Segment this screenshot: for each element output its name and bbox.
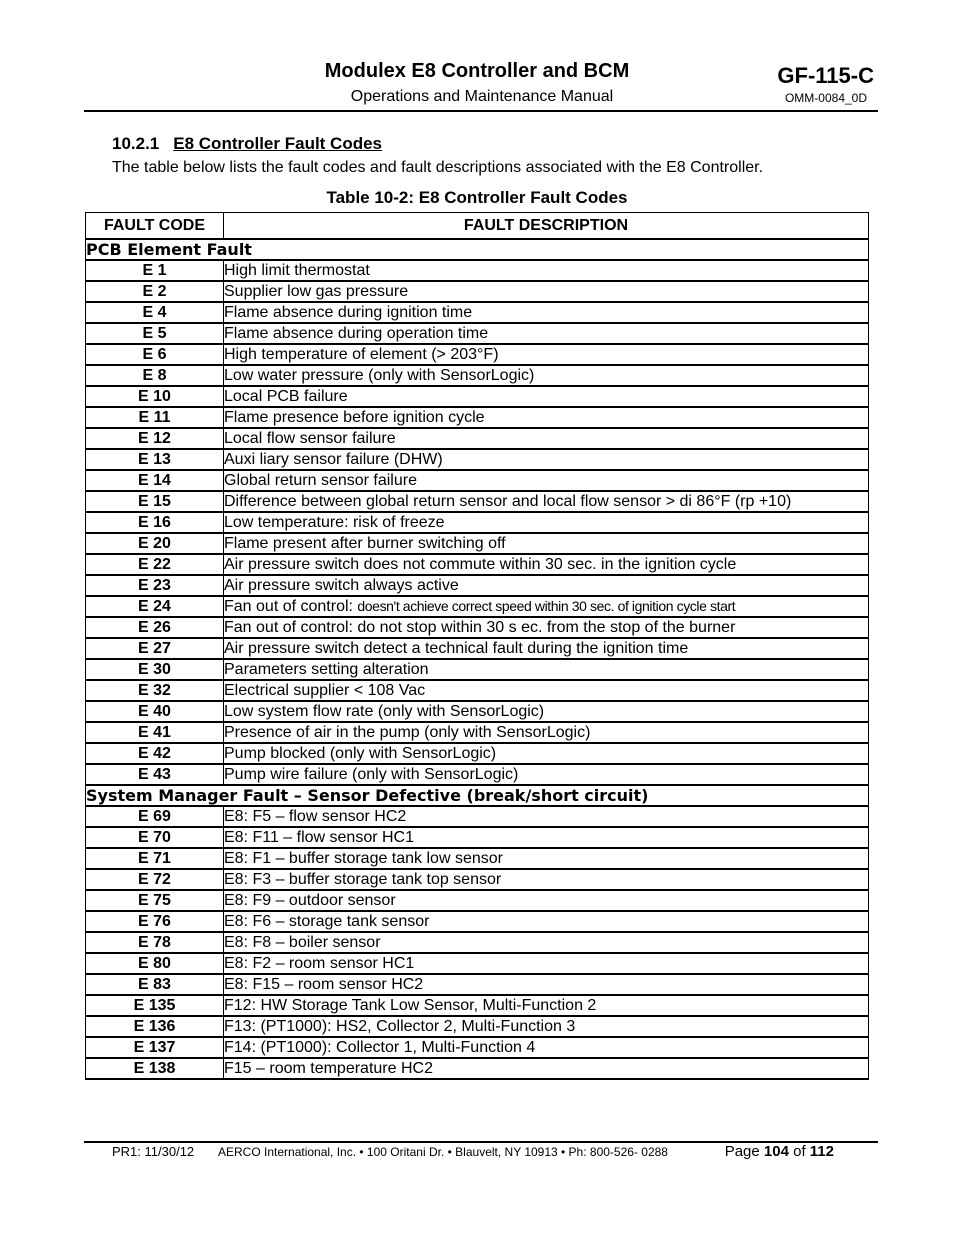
table-row — [86, 764, 869, 785]
footer-address: AERCO International, Inc. • 100 Oritani Dr. • Blauvelt, NY 10913 • Ph: 800-526- 0288 — [218, 1145, 668, 1159]
fault-description-cell: Pump blocked (only with SensorLogic) — [224, 743, 869, 764]
page-of-label: of — [793, 1143, 806, 1160]
table-row — [86, 449, 869, 470]
table-row — [86, 932, 869, 953]
fault-description-cell: E8: F2 – room sensor HC1 — [224, 953, 869, 974]
fault-code-cell: E 83 — [86, 974, 224, 995]
page-current: 104 — [763, 1143, 789, 1160]
column-header-fault-code: FAULT CODE — [86, 213, 224, 240]
fault-code-cell: E 16 — [86, 512, 224, 533]
table-row — [86, 974, 869, 995]
fault-code-cell: E 71 — [86, 848, 224, 869]
fault-code-cell: E 22 — [86, 554, 224, 575]
fault-code-table — [85, 212, 869, 1080]
table-row — [86, 323, 869, 344]
table-group-row — [86, 239, 869, 260]
fault-description-cell: Low water pressure (only with SensorLogic) — [224, 365, 869, 386]
fault-description-cell: F13: (PT1000): HS2, Collector 2, Multi-Function 3 — [224, 1016, 869, 1037]
document-code: GF-115-C — [777, 63, 874, 88]
fault-code-cell: E 30 — [86, 659, 224, 680]
section-heading — [112, 134, 382, 154]
fault-code-cell: E 23 — [86, 575, 224, 596]
table-caption: Table 10-2: E8 Controller Fault Codes — [326, 188, 628, 207]
table-row — [86, 659, 869, 680]
fault-code-cell: E 20 — [86, 533, 224, 554]
table-row — [86, 848, 869, 869]
document-number: OMM-0084_0D — [784, 91, 867, 105]
fault-description-cell: High temperature of element (> 203°F) — [224, 344, 869, 365]
fault-code-cell: E 14 — [86, 470, 224, 491]
table-row — [86, 953, 869, 974]
fault-description-cell: High limit thermostat — [224, 260, 869, 281]
fault-description-cell: E8: F6 – storage tank sensor — [224, 911, 869, 932]
fault-description-cell: Fan out of control: do not stop within 30 s ec. from the stop of the burner — [224, 617, 869, 638]
table-row — [86, 260, 869, 281]
section-number: 10.2.1 — [112, 134, 160, 153]
page-label: Page — [724, 1143, 760, 1160]
fault-description-cell: Flame present after burner switching off — [224, 533, 869, 554]
table-header-row — [86, 213, 869, 240]
table-row — [86, 890, 869, 911]
fault-description-cell: E8: F8 – boiler sensor — [224, 932, 869, 953]
table-row — [86, 995, 869, 1016]
fault-code-cell: E 72 — [86, 869, 224, 890]
fault-code-cell: E 8 — [86, 365, 224, 386]
fault-description-cell: Supplier low gas pressure — [224, 281, 869, 302]
table-row — [86, 596, 869, 617]
fault-code-cell: E 69 — [86, 806, 224, 827]
table-row — [86, 638, 869, 659]
table-row — [86, 827, 869, 848]
fault-code-cell: E 24 — [86, 596, 224, 617]
table-row — [86, 911, 869, 932]
fault-code-cell: E 80 — [86, 953, 224, 974]
table-row — [86, 302, 869, 323]
fault-code-cell: E 1 — [86, 260, 224, 281]
fault-code-cell: E 75 — [86, 890, 224, 911]
fault-code-cell: E 10 — [86, 386, 224, 407]
group-title: System Manager Fault – Sensor Defective (break/short circuit) — [86, 785, 869, 806]
table-row — [86, 344, 869, 365]
header-divider — [84, 110, 878, 112]
fault-description-cell: E8: F11 – flow sensor HC1 — [224, 827, 869, 848]
fault-code-cell: E 135 — [86, 995, 224, 1016]
table-row — [86, 701, 869, 722]
table-row — [86, 575, 869, 596]
table-row — [86, 1037, 869, 1058]
fault-description-cell: F15 – room temperature HC2 — [224, 1058, 869, 1079]
table-group-row — [86, 785, 869, 806]
fault-description-cell: Low system flow rate (only with SensorLogic) — [224, 701, 869, 722]
fault-description-cell: E8: F9 – outdoor sensor — [224, 890, 869, 911]
table-row — [86, 1058, 869, 1079]
fault-code-cell: E 32 — [86, 680, 224, 701]
table-row — [86, 533, 869, 554]
section-title: E8 Controller Fault Codes — [173, 134, 383, 153]
fault-description-cell: E8: F3 – buffer storage tank top sensor — [224, 869, 869, 890]
fault-description-text: Fan out of control: — [224, 598, 358, 615]
fault-description-cell: E8: F15 – room sensor HC2 — [224, 974, 869, 995]
fault-description-cell — [224, 596, 869, 617]
fault-code-cell: E 12 — [86, 428, 224, 449]
table-row — [86, 428, 869, 449]
fault-description-cell: Local flow sensor failure — [224, 428, 869, 449]
fault-description-cell: Presence of air in the pump (only with SensorLogic) — [224, 722, 869, 743]
table-row — [86, 491, 869, 512]
fault-description-cell: Difference between global return sensor and local flow sensor > di 86°F (rp +10) — [224, 491, 869, 512]
table-row — [86, 470, 869, 491]
fault-code-cell: E 40 — [86, 701, 224, 722]
fault-description-cell: E8: F5 – flow sensor HC2 — [224, 806, 869, 827]
fault-description-cell: Flame presence before ignition cycle — [224, 407, 869, 428]
fault-description-cell: F14: (PT1000): Collector 1, Multi-Function 4 — [224, 1037, 869, 1058]
fault-description-cell: Pump wire failure (only with SensorLogic) — [224, 764, 869, 785]
fault-code-cell: E 138 — [86, 1058, 224, 1079]
fault-description-cell: Flame absence during operation time — [224, 323, 869, 344]
fault-description-cell: Air pressure switch always active — [224, 575, 869, 596]
fault-code-cell: E 11 — [86, 407, 224, 428]
footer-page-number — [725, 1143, 834, 1160]
table-row — [86, 365, 869, 386]
manual-subtitle: Operations and Maintenance Manual — [350, 88, 614, 105]
section-intro: The table below lists the fault codes and fault descriptions associated with the E8 Controller. — [112, 159, 764, 176]
table-row — [86, 281, 869, 302]
fault-description-cell: Global return sensor failure — [224, 470, 869, 491]
table-row — [86, 386, 869, 407]
fault-description-cell: Air pressure switch detect a technical fault during the ignition time — [224, 638, 869, 659]
table-row — [86, 407, 869, 428]
fault-code-cell: E 76 — [86, 911, 224, 932]
fault-code-cell: E 26 — [86, 617, 224, 638]
fault-code-cell: E 27 — [86, 638, 224, 659]
page-total: 112 — [809, 1143, 834, 1160]
fault-code-cell: E 78 — [86, 932, 224, 953]
fault-code-cell: E 4 — [86, 302, 224, 323]
manual-title: Modulex E8 Controller and BCM — [324, 60, 630, 82]
fault-description-cell: Flame absence during ignition time — [224, 302, 869, 323]
fault-description-cell: Low temperature: risk of freeze — [224, 512, 869, 533]
fault-table-body — [86, 239, 869, 1079]
table-row — [86, 1016, 869, 1037]
column-header-fault-description: FAULT DESCRIPTION — [224, 213, 869, 240]
fault-code-cell: E 136 — [86, 1016, 224, 1037]
fault-description-cell: E8: F1 – buffer storage tank low sensor — [224, 848, 869, 869]
group-title: PCB Element Fault — [86, 239, 869, 260]
fault-code-cell: E 43 — [86, 764, 224, 785]
table-row — [86, 554, 869, 575]
fault-code-cell: E 70 — [86, 827, 224, 848]
fault-code-cell: E 5 — [86, 323, 224, 344]
fault-code-cell: E 2 — [86, 281, 224, 302]
table-row — [86, 743, 869, 764]
table-row — [86, 617, 869, 638]
fault-description-cell: Air pressure switch does not commute within 30 sec. in the ignition cycle — [224, 554, 869, 575]
fault-description-cell: Electrical supplier < 108 Vac — [224, 680, 869, 701]
fault-code-cell: E 137 — [86, 1037, 224, 1058]
fault-description-cell: Auxi liary sensor failure (DHW) — [224, 449, 869, 470]
table-row — [86, 512, 869, 533]
table-row — [86, 806, 869, 827]
fault-description-cell: F12: HW Storage Tank Low Sensor, Multi-Function 2 — [224, 995, 869, 1016]
table-row — [86, 722, 869, 743]
fault-description-detail: doesn't achieve correct speed within 30 sec. of ignition cycle start — [357, 598, 736, 614]
fault-code-cell: E 41 — [86, 722, 224, 743]
fault-code-cell: E 13 — [86, 449, 224, 470]
fault-description-cell: Local PCB failure — [224, 386, 869, 407]
footer-revision: PR1: 11/30/12 — [112, 1144, 195, 1159]
table-row — [86, 680, 869, 701]
fault-description-cell: Parameters setting alteration — [224, 659, 869, 680]
table-row — [86, 869, 869, 890]
fault-code-cell: E 6 — [86, 344, 224, 365]
fault-code-cell: E 42 — [86, 743, 224, 764]
fault-code-cell: E 15 — [86, 491, 224, 512]
